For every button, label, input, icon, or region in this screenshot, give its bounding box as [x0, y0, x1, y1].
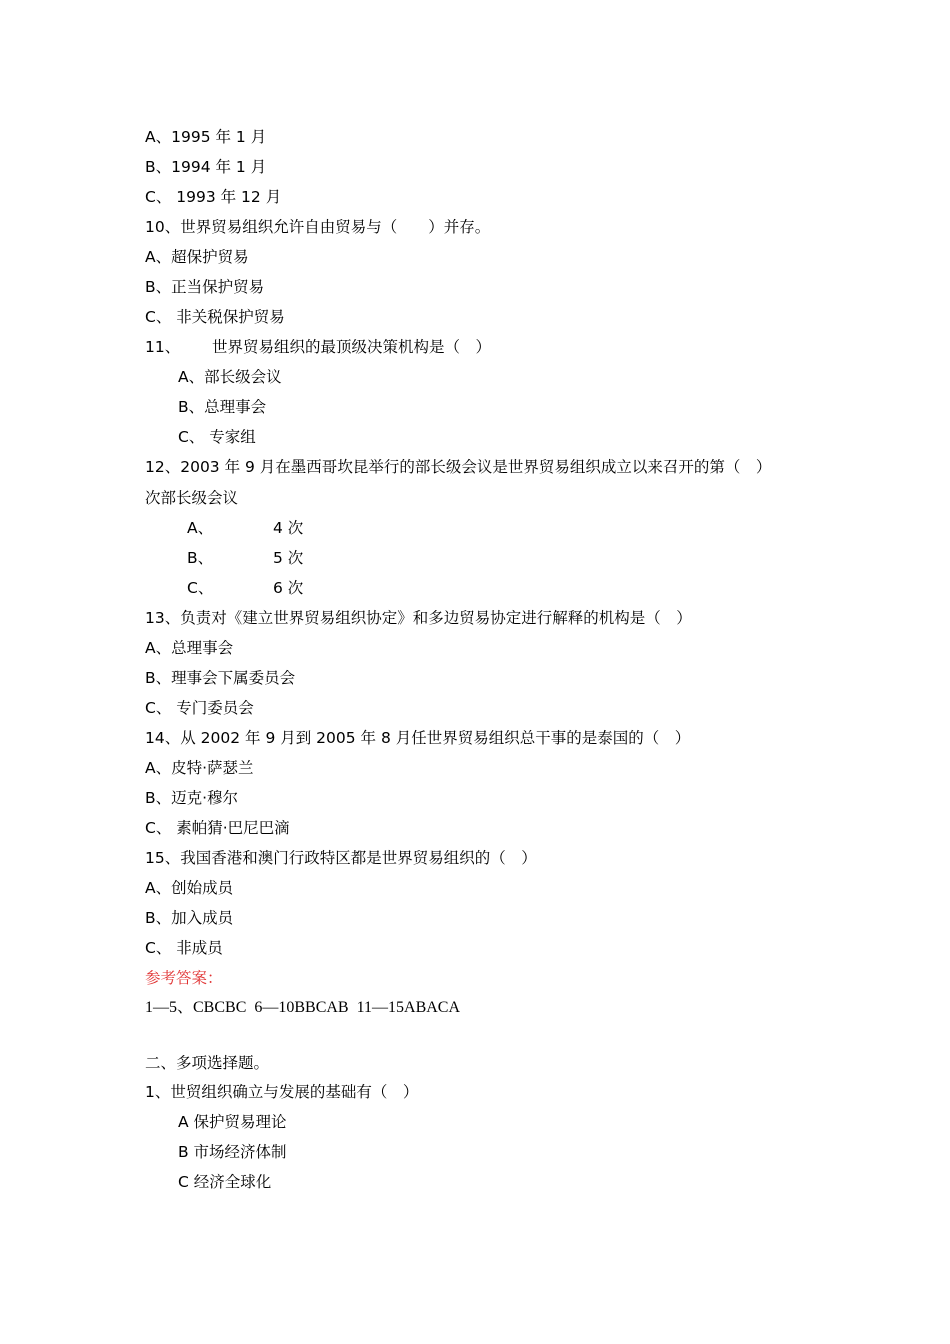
q11-question: 世界贸易组织的最顶级决策机构是（ ）: [212, 338, 492, 356]
option-text: 6 次: [273, 579, 304, 597]
s2-q1-option-a: A 保护贸易理论: [178, 1113, 287, 1131]
q15-option-c: C、 非成员: [145, 939, 223, 957]
q13-option-b: B、理事会下属委员会: [145, 669, 296, 687]
q13-option-c: C、 专门委员会: [145, 699, 254, 717]
q12-option-c: [187, 578, 303, 598]
q15-option-a: A、创始成员: [145, 879, 234, 897]
q10-question: 10、世界贸易组织允许自由贸易与（ ）并存。: [145, 218, 491, 236]
q11-option-c: C、 专家组: [178, 428, 256, 446]
q10-option-c: C、 非关税保护贸易: [145, 308, 285, 326]
q12-option-a: [187, 518, 303, 538]
q9-option-a: A、1995 年 1 月: [145, 128, 267, 146]
answer-key: 1—5、CBCBC 6—10BBCAB 11—15ABACA: [145, 999, 461, 1016]
q12-option-b: [187, 548, 303, 568]
option-letter: A、: [187, 519, 214, 537]
option-text: 5 次: [273, 549, 304, 567]
q11-option-a: A、部长级会议: [178, 368, 282, 386]
q14-question: 14、从 2002 年 9 月到 2005 年 8 月任世界贸易组织总干事的是泰国的（ ）: [145, 729, 691, 747]
q11-option-b: B、总理事会: [178, 398, 267, 416]
q14-option-b: B、迈克·穆尔: [145, 789, 239, 807]
option-text: 4 次: [273, 519, 304, 537]
answer-label: 参考答案：: [145, 969, 223, 987]
q14-option-a: A、皮特·萨瑟兰: [145, 759, 254, 777]
s2-q1-question: 1、世贸组织确立与发展的基础有（ ）: [145, 1083, 419, 1101]
s2-q1-option-b: B 市场经济体制: [178, 1143, 287, 1161]
option-letter: B、: [187, 549, 214, 567]
q12-question-line2: 次部长级会议: [145, 489, 239, 507]
q12-question-line1: 12、2003 年 9 月在墨西哥坎昆举行的部长级会议是世界贸易组织成立以来召开的第（ ）: [145, 458, 772, 476]
q11-number: 11、: [145, 338, 181, 356]
q10-option-b: B、正当保护贸易: [145, 278, 265, 296]
q11-question-line: [145, 337, 491, 357]
q9-option-c: C、 1993 年 12 月: [145, 188, 282, 206]
q13-question: 13、负责对《建立世界贸易组织协定》和多边贸易协定进行解释的机构是（ ）: [145, 609, 692, 627]
q14-option-c: C、 素帕猜·巴尼巴滴: [145, 819, 290, 837]
q9-option-b: B、1994 年 1 月: [145, 158, 267, 176]
q13-option-a: A、总理事会: [145, 639, 234, 657]
q15-question: 15、我国香港和澳门行政特区都是世界贸易组织的（ ）: [145, 849, 537, 867]
q10-option-a: A、超保护贸易: [145, 248, 249, 266]
option-letter: C、: [187, 579, 214, 597]
s2-q1-option-c: C 经济全球化: [178, 1173, 272, 1191]
q15-option-b: B、加入成员: [145, 909, 234, 927]
section2-heading: 二、多项选择题。: [145, 1054, 270, 1072]
